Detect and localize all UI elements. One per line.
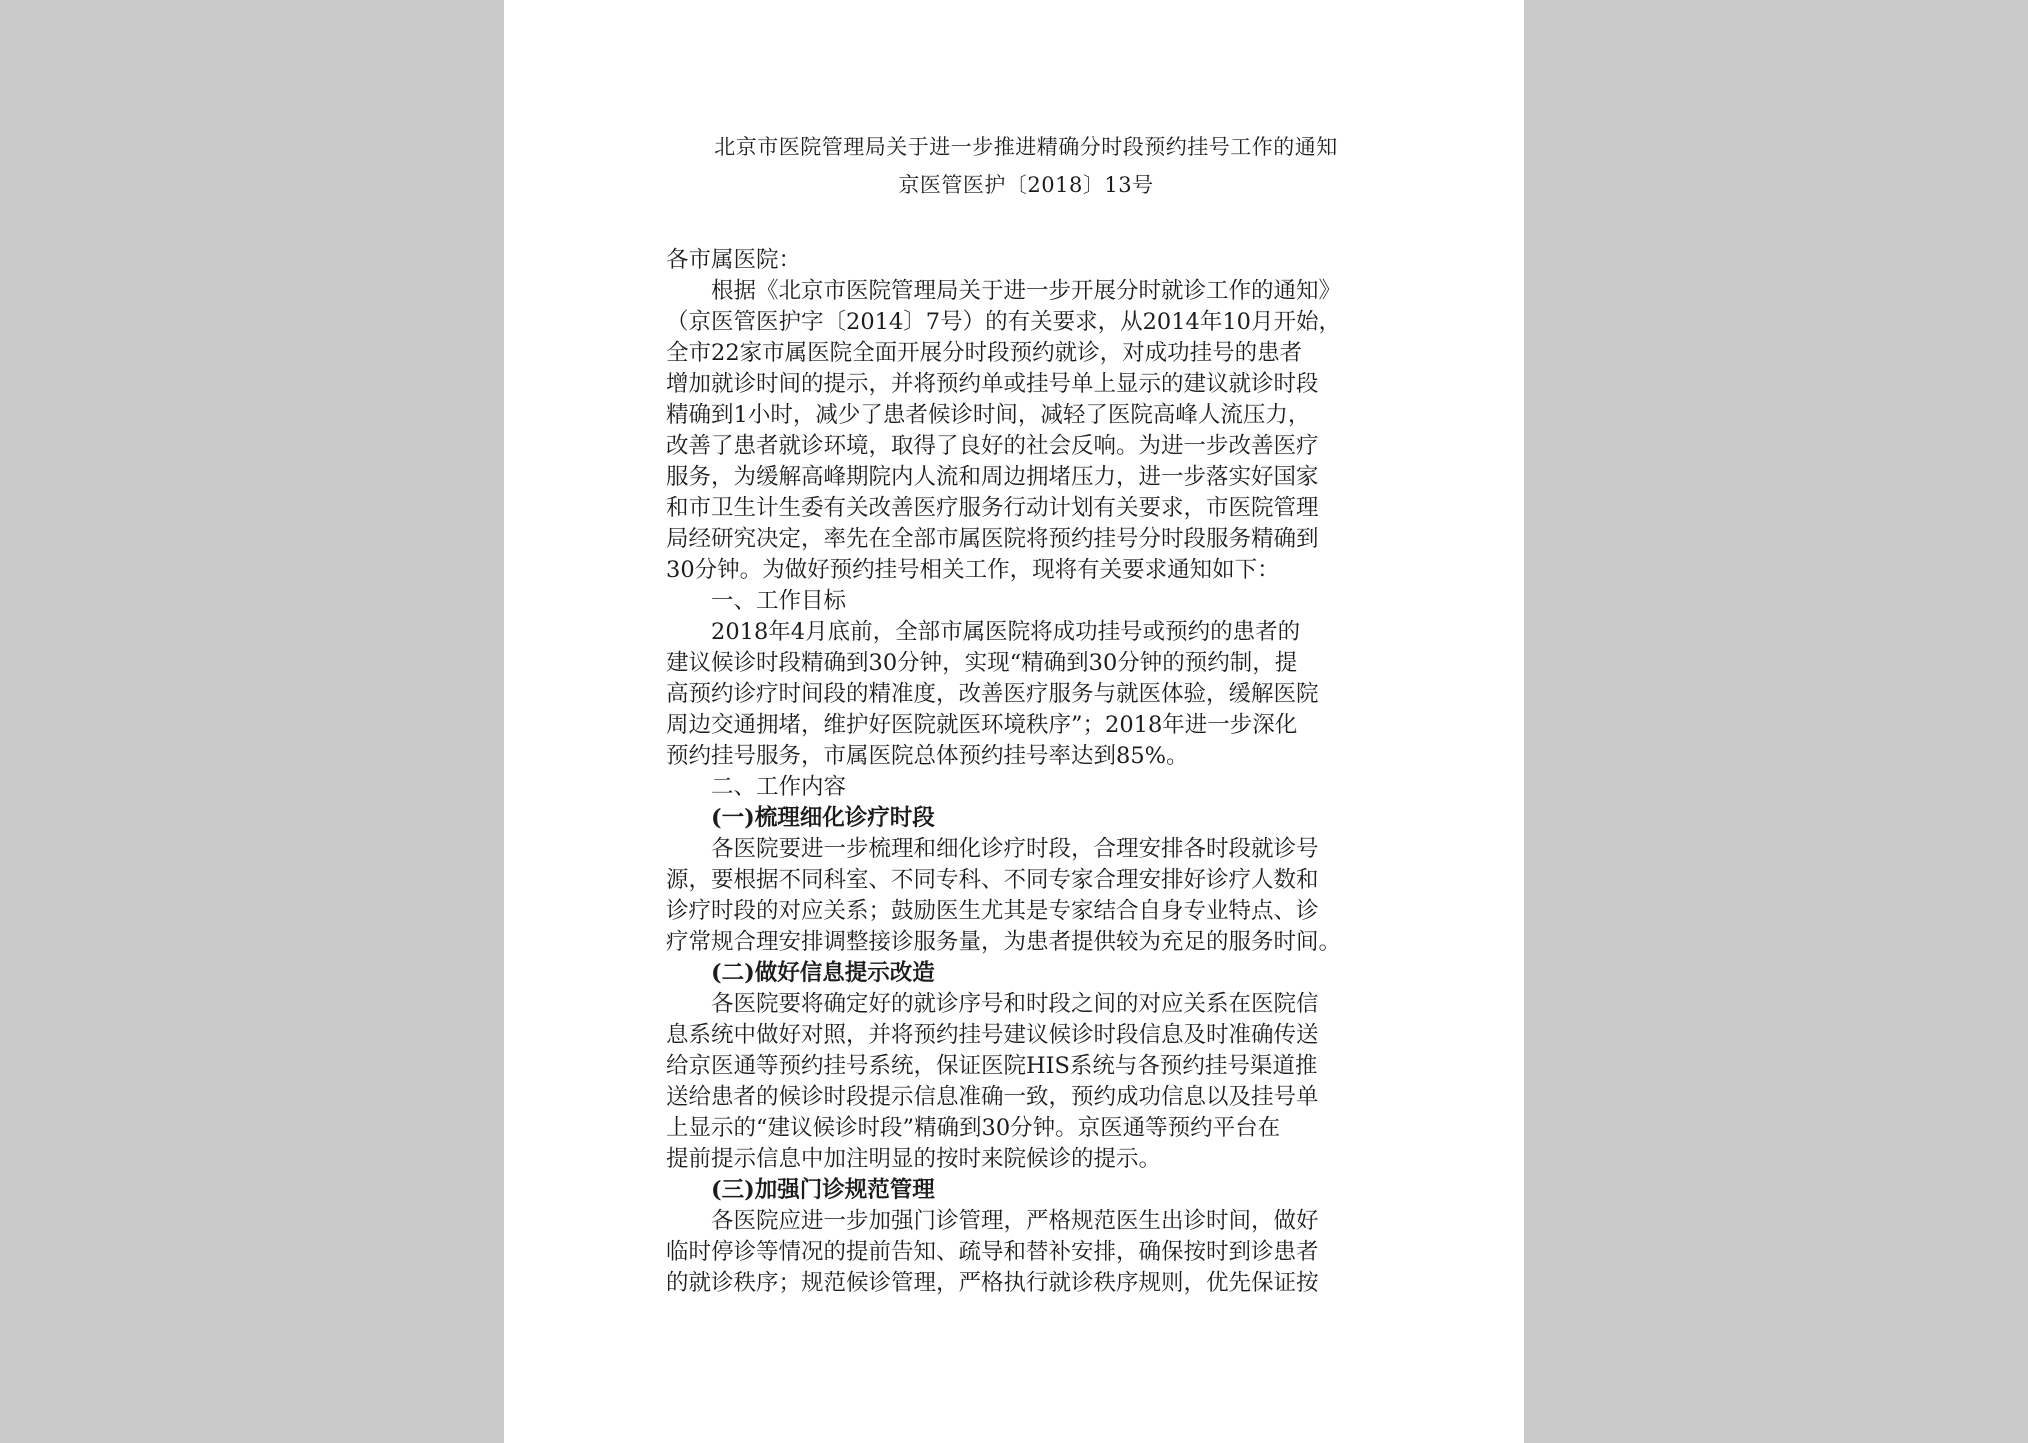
salutation: 各市属医院： [666, 247, 802, 273]
subsection-heading-info-prompt: (二)做好信息提示改造 [711, 960, 935, 986]
section-heading-content: 二、工作内容 [711, 774, 847, 800]
section-paragraph-goals: 2018年4月底前，全部市属医院将成功挂号或预约的患者的 建议候诊时段精确到30分钟，实现“精确到30分钟的预约制，提 高预约诊疗时间段的精准度，改善医疗服务与就医体验，缓解医院 周边交通拥堵，维护好医院就医环境秩序”；2018年进一步深化 预约挂号服务，市属医院总体预约挂号率达到85%。 [666, 619, 1319, 769]
document-title: 北京市医院管理局关于进一步推进精确分时段预约挂号工作的通知 [714, 135, 1338, 159]
intro-paragraph: 根据《北京市医院管理局关于进一步开展分时就诊工作的通知》 （京医管医护字〔2014〕7号）的有关要求，从2014年10月开始， 全市22家市属医院全面开展分时段预约就诊，对成功挂号的患者 增加就诊时间的提示，并将预约单或挂号单上显示的建议就诊时段 精确到1小时，减少了患者候诊时间，减轻了医院高峰人流压力， 改善了患者就诊环境，取得了良好的社会反响。为进一步改善医疗 服务，为缓解高峰期院内人流和周边拥堵压力，进一步落实好国家 和市卫生计生委有关改善医疗服务行动计划有关要求，市医院管理 局经研究决定，率先在全部市属医院将预约挂号分时段服务精确到 30分钟。为做好预约挂号相关工作，现将有关要求通知如下： [666, 278, 1342, 583]
subsection-paragraph-time-slots: 各医院要进一步梳理和细化诊疗时段，合理安排各时段就诊号 源，要根据不同科室、不同专科、不同专家合理安排好诊疗人数和 诊疗时段的对应关系；鼓励医生尤其是专家结合自身专业特点、诊 疗常规合理安排调整接诊服务量，为患者提供较为充足的服务时间。 [666, 836, 1342, 955]
subsection-heading-time-slots: (一)梳理细化诊疗时段 [711, 805, 935, 831]
document-page [504, 0, 1524, 1443]
document-body [666, 128, 1386, 1299]
section-heading-goals: 一、工作目标 [711, 588, 847, 614]
document-number: 京医管医护〔2018〕13号 [898, 173, 1154, 197]
subsection-heading-outpatient: (三)加强门诊规范管理 [711, 1177, 935, 1203]
subsection-paragraph-outpatient: 各医院应进一步加强门诊管理，严格规范医生出诊时间，做好 临时停诊等情况的提前告知、疏导和替补安排，确保按时到诊患者 的就诊秩序；规范候诊管理，严格执行就诊秩序规则，优先保证按 [666, 1208, 1319, 1296]
subsection-paragraph-info-prompt: 各医院要将确定好的就诊序号和时段之间的对应关系在医院信 息系统中做好对照，并将预约挂号建议候诊时段信息及时准确传送 给京医通等预约挂号系统，保证医院HIS系统与各预约挂号渠道推 送给患者的候诊时段提示信息准确一致，预约成功信息以及挂号单 上显示的“建议候诊时段”精确到30分钟。京医通等预约平台在 提前提示信息中加注明显的按时来院候诊的提示。 [666, 991, 1319, 1172]
